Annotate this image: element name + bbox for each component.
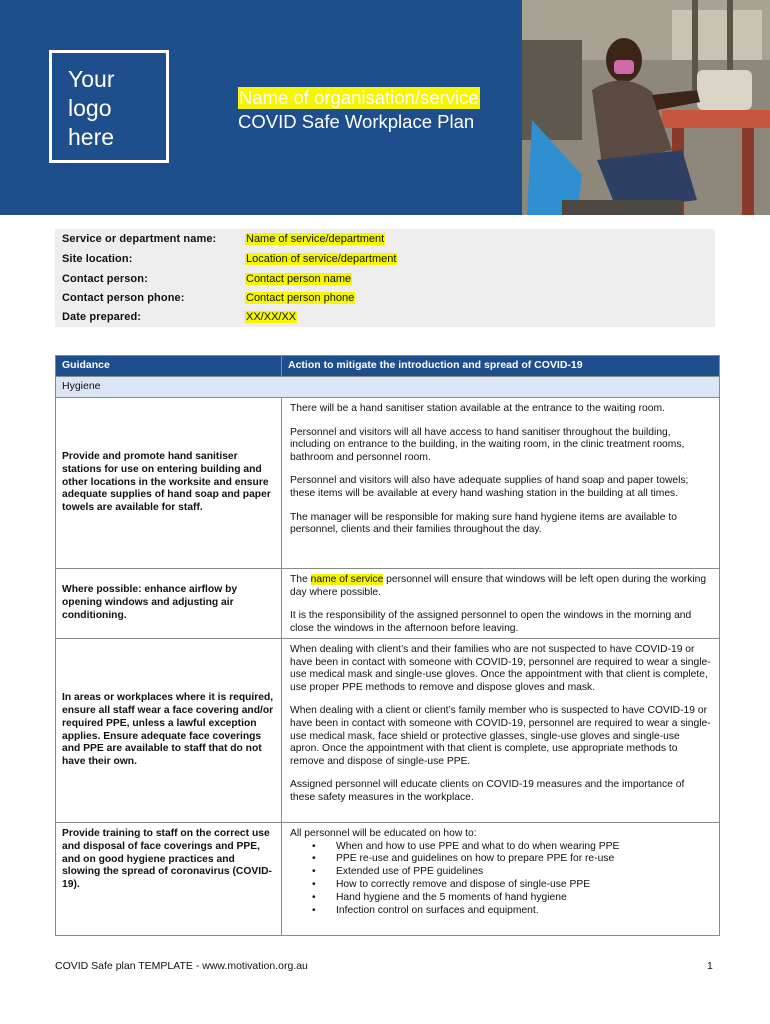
action-paragraph xyxy=(290,574,711,599)
info-label: Site location: xyxy=(62,253,133,265)
action-paragraph: When dealing with client’s and their families who are not suspected to have COVID-19 or have been in contact with someone with COVID-19, personnel are required to wear a single-use medical mask and single-use gloves. Once the appointment with that client is complete, use proper PPE methods to remove and dispose gloves and mask. xyxy=(290,644,711,693)
worker-photo-illustration xyxy=(522,0,770,215)
info-label: Date prepared: xyxy=(62,311,142,323)
info-row-site-location xyxy=(55,249,715,269)
info-row-contact-person xyxy=(55,269,715,289)
table-row xyxy=(56,398,720,569)
table-row xyxy=(56,569,720,639)
logo-placeholder xyxy=(49,50,169,163)
service-name-highlight: name of service xyxy=(310,574,384,585)
column-header-action: Action to mitigate the introduction and spread of COVID-19 xyxy=(282,356,720,377)
action-paragraph: There will be a hand sanitiser station available at the entrance to the waiting room. xyxy=(290,403,665,414)
service-info-panel xyxy=(55,229,715,327)
training-topics-list xyxy=(290,841,711,918)
action-intro: All personnel will be educated on how to: xyxy=(290,828,477,839)
organisation-name: Name of organisation/service xyxy=(239,87,479,108)
table-row xyxy=(56,639,720,823)
guidance-cell: Provide and promote hand sanitiser stations for use on entering building and other locations in the worksite and ensure adequate supplies of hand soap and paper towels are available for staff. xyxy=(56,398,282,569)
info-value-contact-person: Contact person name xyxy=(246,273,352,285)
action-text: personnel will ensure that windows will be left open during the working day where possible. xyxy=(290,574,707,598)
section-title-hygiene: Hygiene xyxy=(56,377,720,398)
list-item: • How to correctly remove and dispose of single-use PPE xyxy=(290,879,711,892)
action-text: The xyxy=(290,574,311,585)
action-paragraph: Personnel and visitors will all have access to hand sanitiser throughout the building, including on entrance to the building, in the waiting room, in the clinic treatment rooms, bathroom and personnel room. xyxy=(290,426,685,463)
action-paragraph: Personnel and visitors will also have adequate supplies of hand soap and paper towels; these items will be available at every hand washing station in the building at all times. xyxy=(290,475,689,499)
page-number: 1 xyxy=(707,960,713,972)
table-header-row xyxy=(56,356,720,377)
column-header-guidance: Guidance xyxy=(56,356,282,377)
info-value-date-prepared: XX/XX/XX xyxy=(246,311,297,323)
action-paragraph: Assigned personnel will educate clients on COVID-19 measures and the importance of these safety measures in the workplace. xyxy=(290,779,685,803)
list-item: • PPE re-use and guidelines on how to prepare PPE for re-use xyxy=(290,853,711,866)
info-label: Contact person: xyxy=(62,273,148,285)
list-item: • Infection control on surfaces and equipment. xyxy=(290,905,711,918)
info-label: Contact person phone: xyxy=(62,292,185,304)
covid-plan-table xyxy=(55,355,720,936)
worker-photo xyxy=(522,0,770,215)
action-cell xyxy=(282,398,720,569)
section-row xyxy=(56,377,720,398)
info-row-contact-phone xyxy=(55,288,715,308)
footer-text: COVID Safe plan TEMPLATE - www.motivation.org.au xyxy=(55,960,308,972)
plan-title: COVID Safe Workplace Plan xyxy=(238,111,475,132)
guidance-cell: In areas or workplaces where it is required, ensure all staff wear a face covering and/or required PPE, unless a lawful exception applies. Ensure adequate face coverings and PPE are available to staff that do not have their own. xyxy=(56,639,282,823)
info-row-date-prepared xyxy=(55,307,715,327)
info-label: Service or department name: xyxy=(62,233,217,245)
logo-text-line: logo xyxy=(68,95,112,121)
action-paragraph: The manager will be responsible for making sure hand hygiene items are available to personnel, clients and their families throughout the day. xyxy=(290,511,677,536)
guidance-cell: Provide training to staff on the correct use and disposal of face coverings and PPE, and on good hygiene practices and slowing the spread of coronavirus (COVID-19). xyxy=(56,823,282,936)
list-item: • Hand hygiene and the 5 moments of hand hygiene xyxy=(290,892,711,905)
action-cell xyxy=(282,823,720,936)
action-paragraph: When dealing with a client or client’s family member who is suspected to have COVID-19 or have been in contact with someone with COVID-19, personnel are required to wear a single-use medical mask, face shield or protective glasses, single-use gloves and single-use apron. Once the appointment with that client is complete, use appropriate methods to remove and dispose of single-use PPE. xyxy=(290,705,711,767)
info-value-site-location: Location of service/department xyxy=(246,253,397,265)
guidance-cell: Where possible: enhance airflow by opening windows and adjusting air conditioning. xyxy=(56,569,282,639)
action-cell xyxy=(282,639,720,823)
info-value-contact-phone: Contact person phone xyxy=(246,292,355,304)
table-row xyxy=(56,823,720,936)
info-row-service-name xyxy=(55,229,715,249)
page-header xyxy=(0,0,770,215)
action-cell xyxy=(282,569,720,639)
list-item: • When and how to use PPE and what to do when wearing PPE xyxy=(290,841,711,854)
logo-text-line: Your xyxy=(68,66,115,92)
list-item: • Extended use of PPE guidelines xyxy=(290,866,711,879)
action-paragraph: It is the responsibility of the assigned personnel to open the windows in the morning and close the windows in the afternoon before leaving. xyxy=(290,610,692,634)
info-value-service-name: Name of service/department xyxy=(246,233,385,245)
logo-text-line: here xyxy=(68,124,115,150)
